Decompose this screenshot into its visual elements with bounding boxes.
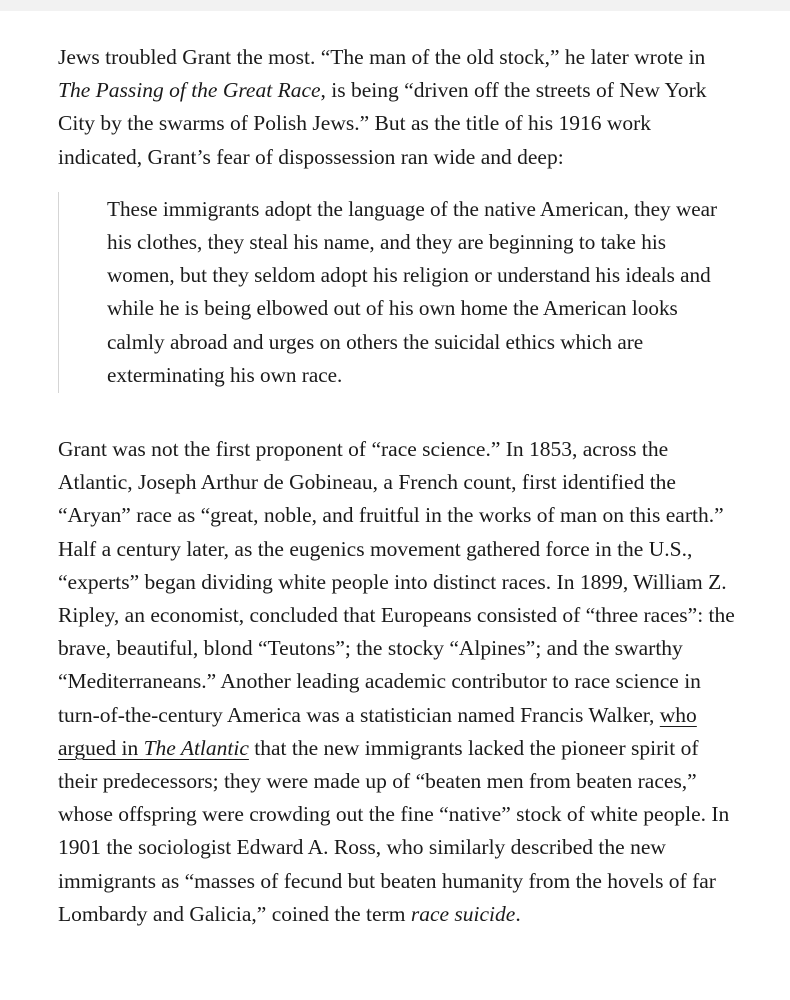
paragraph-text: that the new immigrants lacked the pioneer spirit of their predecessors; they were made up of “beaten men from beaten races,” whose offspring were crowding out the fine “native” stock of white people. In 1901 the sociologist Edward A. Ross, who similarly described the new immigrants as “masses of fecund but beaten humanity from the hovels of far Lombardy and Galicia,” coined the term [58,735,730,926]
paragraph [58,433,738,931]
blockquote [58,192,738,393]
link-text: who argued in [58,702,697,760]
article-body [58,41,738,931]
paragraph-text: Jews troubled Grant the most. “The man of the old stock,” he later wrote in [58,45,706,69]
paragraph [58,41,738,174]
book-title: The Passing of the Great Race [58,78,321,103]
top-bar [0,0,790,11]
paragraph-text: Grant was not the first proponent of “race science.” In 1853, across the Atlantic, Joseph Arthur de Gobineau, a French count, first identified the “Aryan” race as “great, noble, and fruitful in the works of man on this earth.” Half a century later, as the eugenics movement gathered force in the U.S., “experts” began dividing white people into distinct races. In 1899, William Z. Ripley, an economist, concluded that Europeans consisted of “three races”: the brave, beautiful, blond “Teutons”; the stocky “Alpines”; and the swarthy “Mediterraneans.” Another leading academic contributor to race science in turn-of-the-century America was a statistician named Francis Walker, [58,437,735,727]
paragraph-text: . [515,901,521,926]
paragraph-text: , is being “driven off the streets of New York City by the swarms of Polish Jews.” But as the title of his 1916 work indicated, Grant’s fear of dispossession ran wide and deep: [58,78,707,169]
italic-term: race suicide [410,901,516,926]
blockquote-text: These immigrants adopt the language of the native American, they wear his clothes, they steal his name, and they are beginning to take his women, but they seldom adopt his religion or understand his ideals and while he is being elbowed out of his own home the American looks calmly abroad and urges on others the suicidal ethics which are exterminating his own race. [107,196,718,387]
link-publication-title: The Atlantic [143,735,249,760]
